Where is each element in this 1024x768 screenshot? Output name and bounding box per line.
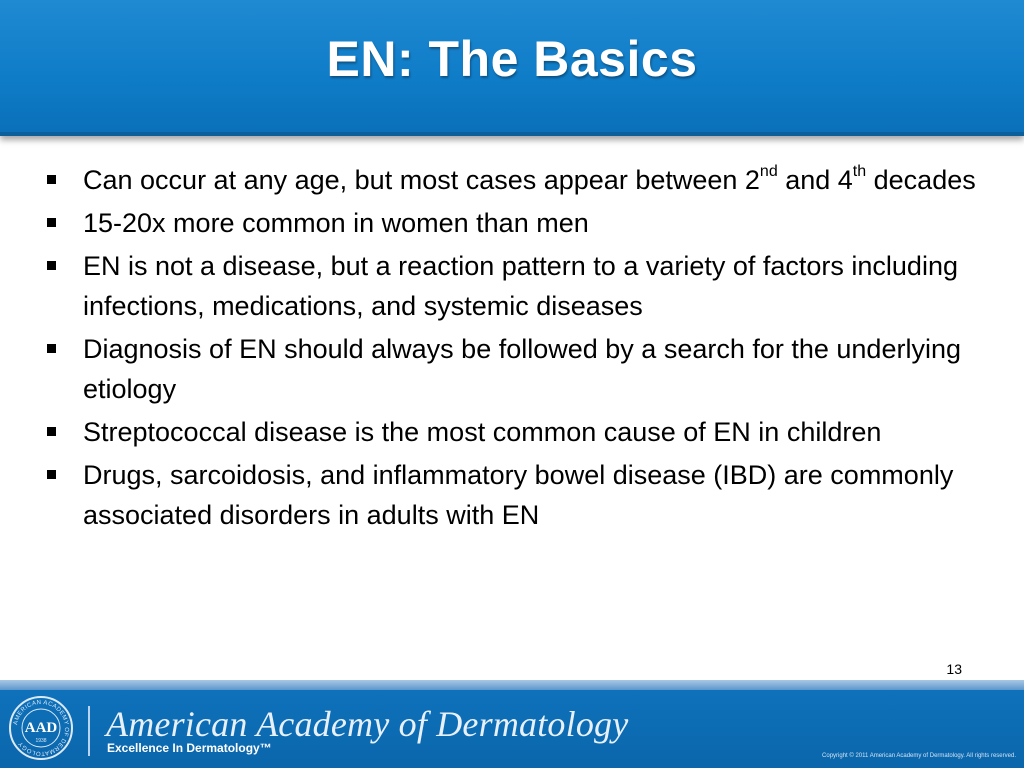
seal-year: 1938 — [35, 738, 47, 744]
bullet-item — [44, 329, 994, 409]
square-bullet-icon — [47, 261, 56, 270]
square-bullet-icon — [47, 427, 56, 436]
bullet-item — [44, 160, 994, 200]
square-bullet-icon — [47, 175, 56, 184]
bullet-item — [44, 203, 994, 243]
slide-title: EN: The Basics — [326, 31, 698, 87]
square-bullet-icon — [47, 470, 56, 479]
bullet-item — [44, 246, 994, 326]
page-number: 13 — [946, 661, 962, 677]
copyright-notice: Copyright © 2011 American Academy of Dermatology. All rights reserved. — [822, 753, 1016, 759]
footer-vertical-divider — [88, 706, 90, 756]
bullet-list — [44, 160, 994, 538]
bullet-item — [44, 412, 994, 452]
bullet-text: Diagnosis of EN should always be followed by a search for the underlying etiology — [83, 334, 961, 404]
square-bullet-icon — [47, 344, 56, 353]
organization-tagline: Excellence In Dermatology™ — [107, 741, 272, 755]
square-bullet-icon — [47, 218, 56, 227]
bullet-item — [44, 455, 994, 535]
bullet-text: EN is not a disease, but a reaction pattern to a variety of factors including infections, medications, and systemic diseases — [83, 251, 958, 321]
aad-seal-logo — [8, 695, 74, 761]
footer-divider-band — [0, 680, 1024, 690]
seal-ring-text: AMERICAN ACADEMY OF DERMATOLOGY — [13, 699, 70, 757]
bullet-text: and 4 — [777, 165, 853, 195]
bullet-text: Streptococcal disease is the most common cause of EN in children — [83, 417, 882, 447]
bullet-text: 15-20x more common in women than men — [83, 208, 589, 238]
bullet-text: Drugs, sarcoidosis, and inflammatory bowel disease (IBD) are commonly associated disorders in adults with EN — [83, 460, 954, 530]
seal-text: AAD — [24, 720, 58, 736]
bullet-text: decades — [866, 165, 976, 195]
superscript-text: th — [852, 163, 867, 180]
superscript-text: nd — [759, 163, 778, 180]
bullet-text: Can occur at any age, but most cases appear between 2 — [83, 165, 760, 195]
organization-name: American Academy of Dermatology — [106, 704, 629, 744]
